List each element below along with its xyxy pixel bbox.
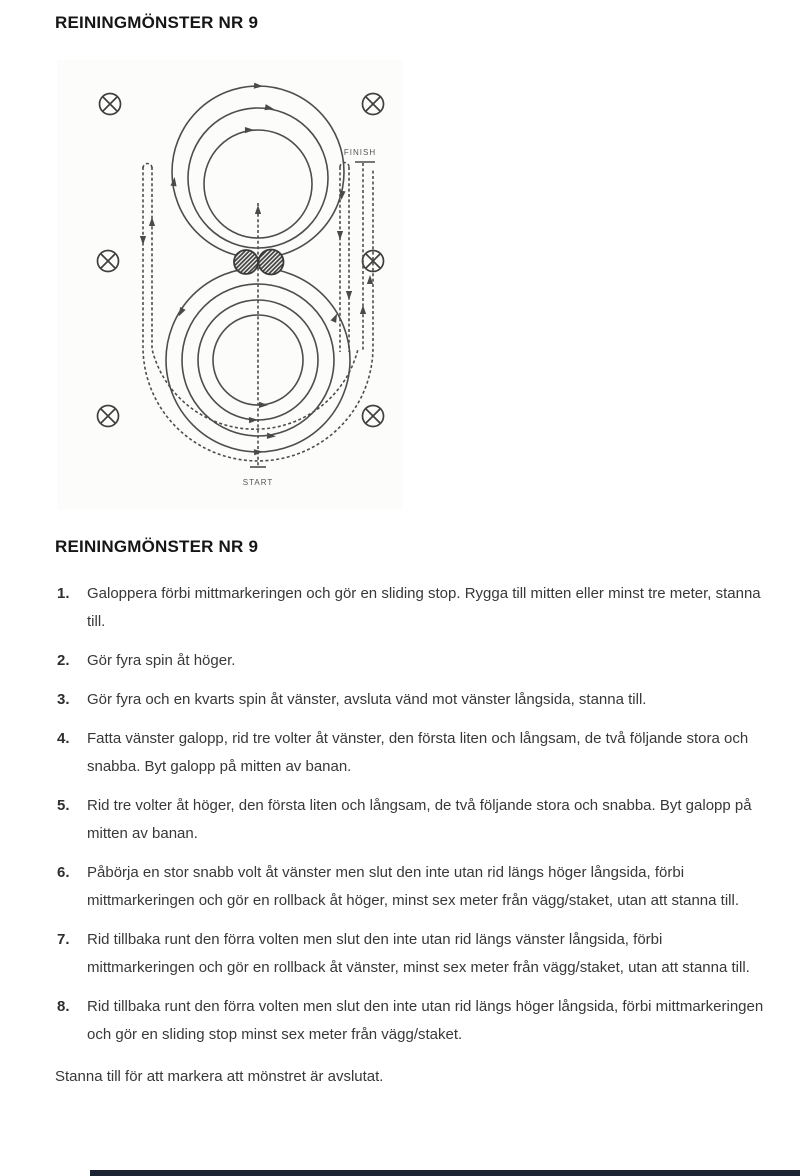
item-text: Galoppera förbi mittmarkeringen och gör en sliding stop. Rygga till mitten eller minst tre meter, stanna till. [87,585,761,630]
footer-note: Stanna till för att markera att mönstret är avslutat. [55,1068,384,1085]
item-text: Rid tillbaka runt den förra volten men slut den inte utan rid längs vänster långsida, förbi mittmarkeringen och gör en rollback åt vänster, minst sex meter från vägg/staket, utan att stanna till. [87,931,750,976]
section-heading: REININGMÖNSTER NR 9 [55,537,259,556]
arena-marker-icon [100,94,121,115]
page-title: REININGMÖNSTER NR 9 [55,13,259,32]
item-text: Rid tillbaka runt den förra volten men slut den inte utan rid längs höger långsida, förbi mittmarkeringen och gör en sliding stop minst sex meter från vägg/staket. [87,998,764,1043]
instruction-item [57,926,800,982]
spin-marker-left-icon [234,250,258,274]
instruction-list [0,580,800,1049]
instruction-item [57,859,800,915]
item-text: Gör fyra spin åt höger. [87,652,236,669]
item-number: 7. [57,931,70,948]
item-number: 6. [57,864,70,881]
instruction-item [57,647,800,675]
item-text: Gör fyra och en kvarts spin åt vänster, avsluta vänd mot vänster långsida, stanna till. [87,691,647,708]
arena-marker-icon [363,94,384,115]
finish-label: FINISH [343,148,377,157]
start-label: START [242,478,274,487]
item-number: 8. [57,998,70,1015]
pattern-diagram-svg [57,60,402,510]
instruction-item [57,792,800,848]
item-number: 4. [57,730,70,747]
item-text: Rid tre volter åt höger, den första liten och långsam, de två följande stora och snabba. Byt galopp på mitten av banan. [87,797,752,842]
instruction-item [57,686,800,714]
arena-marker-icon [363,406,384,427]
item-number: 2. [57,652,70,669]
pattern-diagram [57,60,402,510]
bottom-divider-bar [90,1170,800,1176]
item-number: 1. [57,585,70,602]
arena-marker-icon [98,251,119,272]
spin-marker-right-icon [259,250,284,275]
instruction-item [57,725,800,781]
instruction-item [57,993,800,1049]
item-text: Påbörja en stor snabb volt åt vänster men slut den inte utan rid längs höger långsida, förbi mittmarkeringen och gör en rollback åt höger, minst sex meter från vägg/staket, utan att stanna till. [87,864,739,909]
center-line [243,203,273,487]
arena-marker-icon [98,406,119,427]
item-text: Fatta vänster galopp, rid tre volter åt vänster, den första liten och långsam, de två följande stora och snabba. Byt galopp på mitten av banan. [87,730,749,775]
instruction-item [57,580,800,636]
item-number: 3. [57,691,70,708]
item-number: 5. [57,797,70,814]
